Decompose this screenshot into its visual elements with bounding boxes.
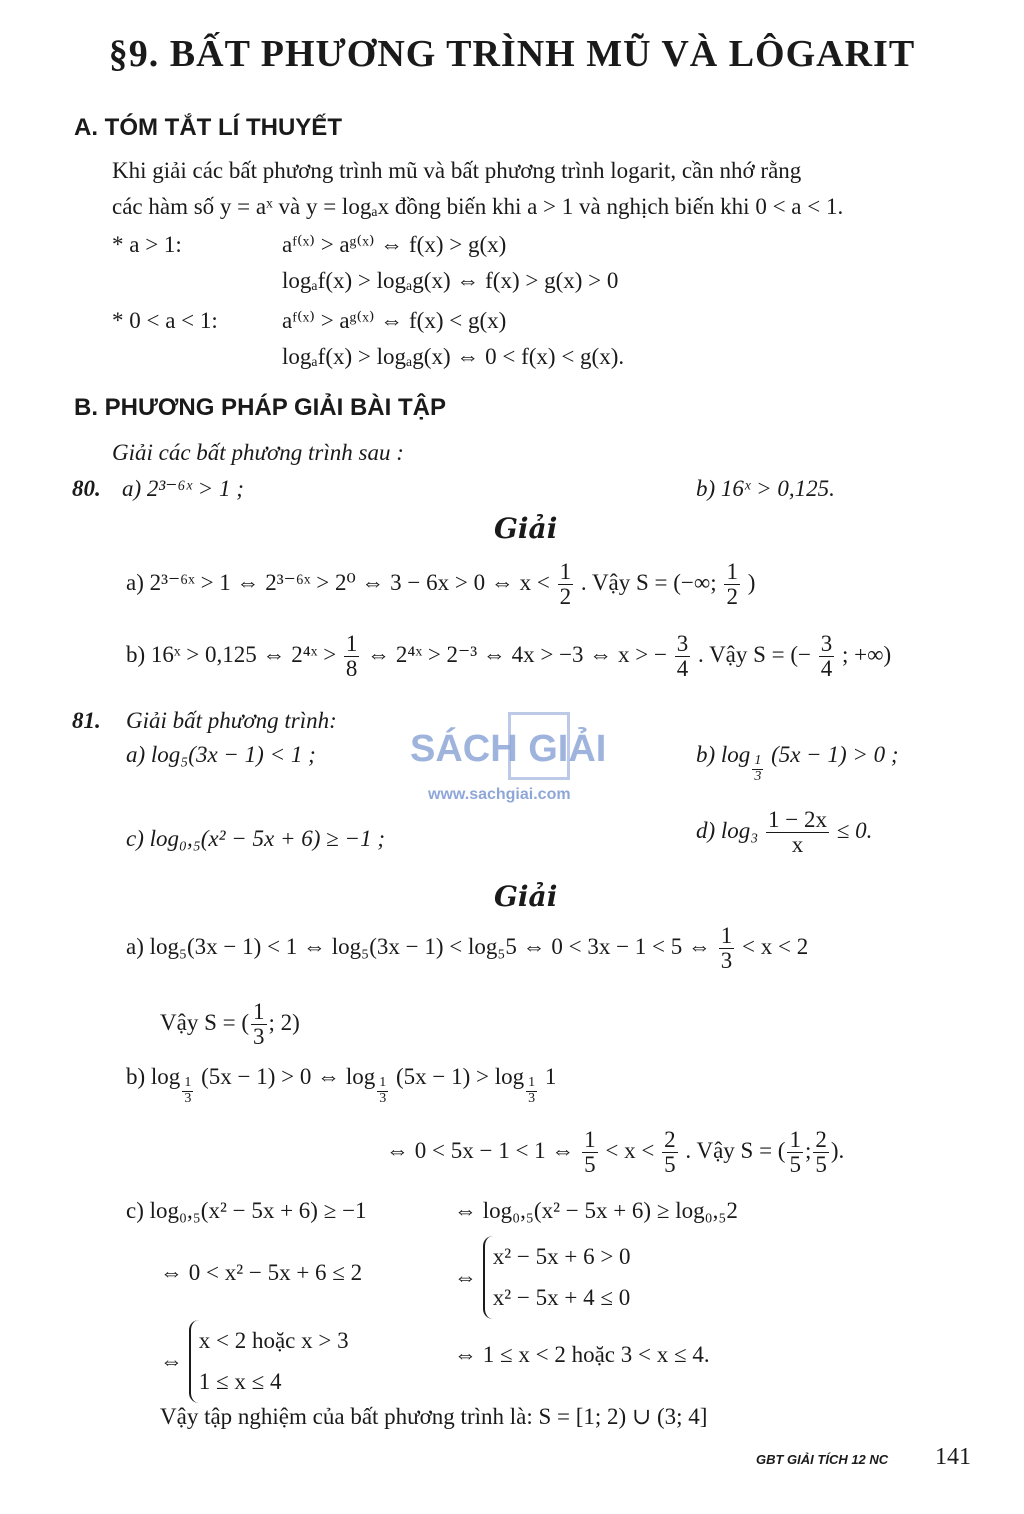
solution-81-c-line1b: ⇔ log₀,₅(x² − 5x + 6) ≥ log₀,₅2: [454, 1198, 738, 1223]
problem-81-d: d) log₃ $\frac{1 - 2x}{x}$ ≤ 0.: [696, 807, 873, 858]
solution-81-c-result: ⇔ 1 ≤ x < 2 hoặc 3 < x ≤ 4.: [454, 1342, 710, 1367]
problem-81-number: 81.: [72, 708, 101, 733]
problem-81-a: a) log₅(3x − 1) < 1 ;: [126, 742, 316, 767]
sol80a-text: a) 2³⁻⁶ˣ > 1 ⇔ 2³⁻⁶ˣ > 2⁰ ⇔ 3 − 6x > 0 ⇔ x <: [126, 569, 550, 595]
problem-81-b: b) log $\frac{1}{3}$ (5x − 1) > 0 ;: [696, 742, 899, 784]
solution-80-a: a) 2³⁻⁶ˣ > 1 ⇔ 2³⁻⁶ˣ > 2⁰ ⇔ 3 − 6x > 0 ⇔ x < $\frac{1}{2}$ . Vậy S = (−∞; $\frac{1}{2}$ ): [126, 559, 756, 610]
brace-system-2: x < 2 hoặc x > 3 1 ≤ x ≤ 4: [189, 1320, 349, 1403]
solution-81-c-system1: ⇔ x² − 5x + 6 > 0 x² − 5x + 4 ≤ 0: [454, 1236, 631, 1319]
watermark-brand: SÁCH GIẢI: [410, 728, 607, 770]
section-b-heading: B. PHƯƠNG PHÁP GIẢI BÀI TẬP: [74, 394, 446, 421]
base-one-third: $\frac{1}{3}$: [754, 753, 762, 784]
case1-exp: aᶠ⁽ˣ⁾ > aᵍ⁽ˣ⁾ ⇔ f(x) > g(x): [282, 232, 507, 257]
case2-label: * 0 < a < 1:: [112, 308, 218, 333]
intro-line-2: các hàm số y = aˣ và y = logₐx đồng biến khi a > 1 và nghịch biến khi 0 < a < 1.: [112, 194, 844, 219]
case1-label: * a > 1:: [112, 232, 182, 257]
solution-80-heading: Giải: [494, 512, 558, 545]
watermark-url: www.sachgiai.com: [428, 786, 571, 803]
solution-81-c-line1: c) log₀,₅(x² − 5x + 6) ≥ −1: [126, 1198, 367, 1223]
brace-system-1: x² − 5x + 6 > 0 x² − 5x + 4 ≤ 0: [483, 1236, 631, 1319]
section-a-heading: A. TÓM TẮT LÍ THUYẾT: [74, 114, 342, 141]
solution-81-c-system2: ⇔ x < 2 hoặc x > 3 1 ≤ x ≤ 4: [160, 1320, 349, 1403]
intro-line-1: Khi giải các bất phương trình mũ và bất phương trình logarit, cần nhớ rằng: [112, 158, 802, 183]
solution-81-a-result: Vậy S = ( $\frac{1}{3}$ ; 2): [160, 999, 300, 1050]
fraction-two-fifths: $\frac{2}{5}$: [664, 1127, 676, 1178]
solution-81-c-line2: ⇔ 0 < x² − 5x + 6 ≤ 2: [160, 1260, 363, 1285]
page-number: 141: [935, 1444, 971, 1470]
solution-81-c-conclusion: Vậy tập nghiệm của bất phương trình là: S = [1; 2) ∪ (3; 4]: [160, 1404, 708, 1429]
fraction-1-2x-over-x: $\frac{1 - 2x}{x}$: [768, 807, 828, 858]
case2-log: logₐf(x) > logₐg(x) ⇔ 0 < f(x) < g(x).: [282, 344, 625, 369]
case1-log: logₐf(x) > logₐg(x) ⇔ f(x) > g(x) > 0: [282, 268, 619, 293]
problem-81-c: c) log₀,₅(x² − 5x + 6) ≥ −1 ;: [126, 826, 385, 851]
solution-81-b-line1: b) log $\frac{1}{3}$ (5x − 1) > 0 ⇔ log $\frac{1}{3}$ (5x − 1) > log $\frac{1}{3}$ 1: [126, 1064, 557, 1106]
problem-80-number: 80.: [72, 476, 101, 501]
exercise-prompt: Giải các bất phương trình sau :: [112, 440, 404, 465]
problem-80-b: b) 16ˣ > 0,125.: [696, 476, 835, 501]
footer-book-title: GBT GIẢI TÍCH 12 NC: [756, 1452, 889, 1467]
problem-80-a: a) 2³⁻⁶ˣ > 1 ;: [122, 476, 244, 501]
fraction-one-half-2: $\frac{1}{2}$: [726, 559, 738, 610]
fraction-one-third-2: $\frac{1}{3}$: [253, 999, 265, 1050]
solution-80-b: b) 16ˣ > 0,125 ⇔ 2⁴ˣ > $\frac{1}{8}$ ⇔ 2⁴ˣ > 2⁻³ ⇔ 4x > −3 ⇔ x > − $\frac{3}{4}$ . Vậy S = (− $\frac{3}{4}$ ; +∞): [126, 631, 892, 682]
case2-exp: aᶠ⁽ˣ⁾ > aᵍ⁽ˣ⁾ ⇔ f(x) < g(x): [282, 308, 507, 333]
fraction-one-fifth: $\frac{1}{5}$: [584, 1127, 596, 1178]
fraction-one-half: $\frac{1}{2}$: [559, 559, 572, 610]
page-title: §9. BẤT PHƯƠNG TRÌNH MŨ VÀ LÔGARIT: [108, 33, 916, 75]
fraction-three-quarters-2: $\frac{3}{4}$: [820, 631, 833, 682]
solution-81-b-line2: ⇔ 0 < 5x − 1 < 1 ⇔ $\frac{1}{5}$ < x < $\frac{2}{5}$ . Vậy S = ( $\frac{1}{5}$ ; $\frac{2}{5}$ ).: [386, 1127, 845, 1178]
solution-81-a: a) log₅(3x − 1) < 1 ⇔ log₅(3x − 1) < log₅5 ⇔ 0 < 3x − 1 < 5 ⇔ $\frac{1}{3}$ < x < 2: [126, 923, 809, 974]
problem-81-prompt: Giải bất phương trình:: [126, 708, 337, 733]
sol80a-result: . Vậy S = (−∞;: [580, 569, 717, 595]
solution-81-heading: Giải: [494, 880, 558, 913]
fraction-one-eighth: $\frac{1}{8}$: [345, 631, 358, 682]
fraction-one-third: $\frac{1}{3}$: [720, 923, 733, 974]
fraction-three-quarters: $\frac{3}{4}$: [676, 631, 689, 682]
